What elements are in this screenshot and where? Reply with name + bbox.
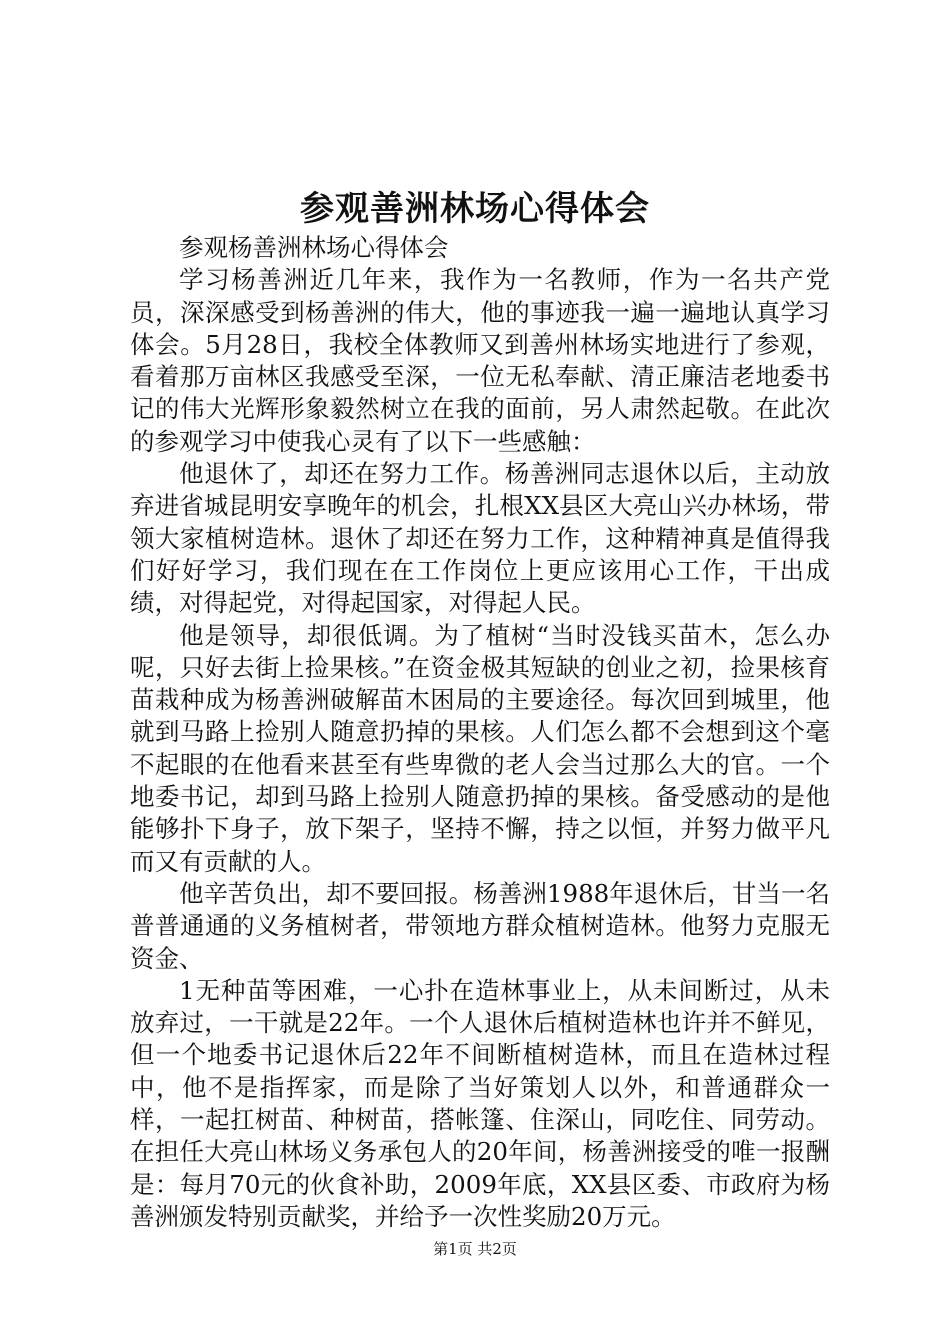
paragraph-22-years: 1无种苗等困难，一心扑在造林事业上，从未间断过，从未放弃过，一干就是22年。一个人退休后植树造林也许并不鲜见，但一个地委书记退休后22年不间断植树造林，而且在造林过程中，他不是指挥家，而是除了当好策划人以外，和普通群众一样，一起扛树苗、种树苗，搭帐篷、住深山，同吃住、同劳动。在担任大亮山林场义务承包人的20年间，杨善洲接受的唯一报酬是：每月70元的伙食补助，2009年底，XX县区委、市政府为杨善洲颁发特别贡献奖，并给予一次性奖励20万元。 xyxy=(130,975,830,1231)
paragraph-no-reward: 他辛苦负出，却不要回报。杨善洲1988年退休后，甘当一名普普通通的义务植树者，带领地方群众植树造林。他努力克服无资金、 xyxy=(130,878,830,973)
paragraph-leader-humble: 他是领导，却很低调。为了植树“当时没钱买苗木，怎么办呢，只好去街上捡果核。”在资金极其短缺的创业之初，捡果核育苗栽种成为杨善洲破解苗木困局的主要途径。每次回到城里，他就到马路上捡别人随意扔掉的果核。人们怎么都不会想到这个毫不起眼的在他看来甚至有些卑微的老人会当过那么大的官。一个地委书记，却到马路上捡别人随意扔掉的果核。备受感动的是他能够扑下身子，放下架子，坚持不懈，持之以恒，并努力做平凡而又有贡献的人。 xyxy=(130,620,830,876)
paragraph-subtitle: 参观杨善洲林场心得体会 xyxy=(179,233,449,262)
paragraph-intro: 学习杨善洲近几年来，我作为一名教师，作为一名共产党员，深深感受到杨善洲的伟大，他的事迹我一遍一遍地认真学习体会。5月28日，我校全体教师又到善州林场实地进行了参观，看着那万亩林区我感受至深，一位无私奉献、清正廉洁老地委书记的伟大光辉形象毅然树立在我的面前，另人肃然起敬。在此次的参观学习中使我心灵有了以下一些感触： xyxy=(130,265,830,456)
document-title: 参观善洲林场心得体会 xyxy=(300,189,650,229)
page-number-footer: 第1页 共2页 xyxy=(433,1240,517,1258)
paragraph-retired-working: 他退休了，却还在努力工作。杨善洲同志退休以后，主动放弃进省城昆明安享晚年的机会，扎根XX县区大亮山兴办林场，带领大家植树造林。退休了却还在努力工作，这种精神真是值得我们好好学习，我们现在在工作岗位上更应该用心工作，干出成绩，对得起党，对得起国家，对得起人民。 xyxy=(130,459,830,618)
document-body xyxy=(130,232,830,1233)
